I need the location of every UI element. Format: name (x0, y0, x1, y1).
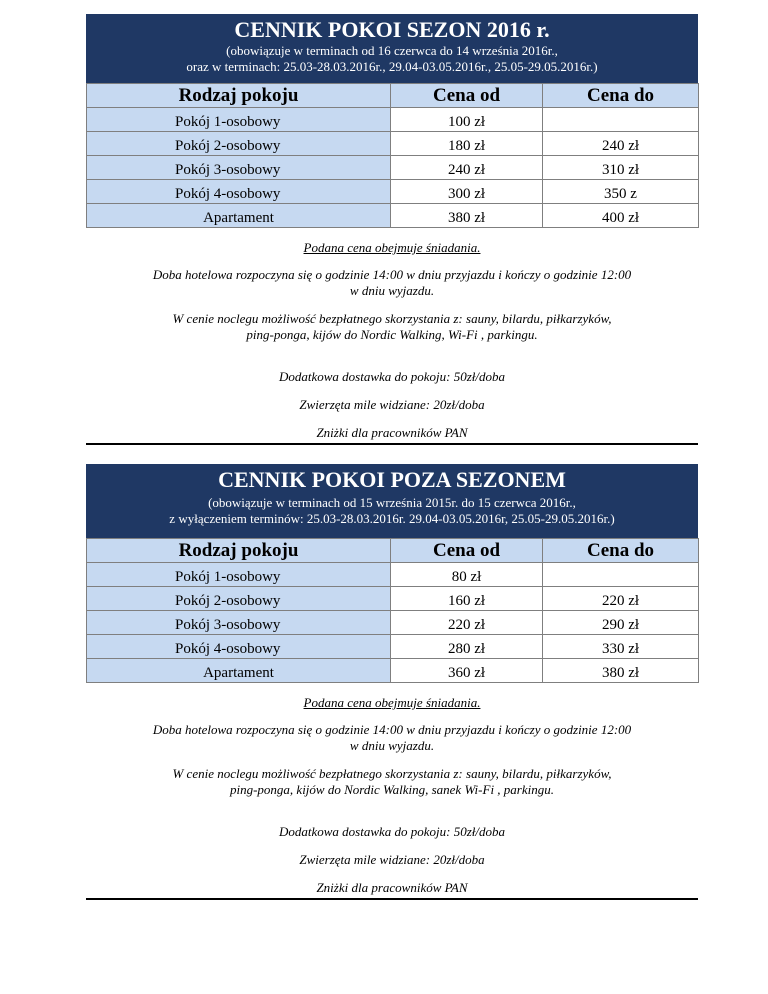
breakfast-note: Podana cena obejmuje śniadania. (303, 240, 481, 255)
table-row (87, 659, 699, 683)
room-type-cell: Pokój 2-osobowy (87, 132, 391, 156)
price-from-cell: 300 zł (391, 180, 543, 204)
price-to-cell: 290 zł (543, 611, 699, 635)
off-season-section (86, 464, 698, 900)
price-from-cell: 240 zł (391, 156, 543, 180)
room-type-cell: Apartament (87, 204, 391, 228)
season-section (86, 14, 698, 445)
table-row (87, 204, 699, 228)
room-type-cell: Pokój 3-osobowy (87, 156, 391, 180)
table-row (87, 563, 699, 587)
pets-note: Zwierzęta mile widziane: 20zł/doba (299, 852, 485, 867)
price-from-cell: 180 zł (391, 132, 543, 156)
room-type-cell: Pokój 2-osobowy (87, 587, 391, 611)
discount-note: Zniżki dla pracowników PAN (316, 425, 468, 440)
off-season-subtitle-line1: (obowiązuje w terminach od 15 września 2015r. do 15 czerwca 2016r., (208, 495, 576, 510)
amenities-note-line1: W cenie noclegu możliwość bezpłatnego skorzystania z: sauny, bilardu, piłkarzyków, (172, 766, 612, 781)
price-from-cell: 80 zł (391, 563, 543, 587)
price-from-cell: 100 zł (391, 108, 543, 132)
breakfast-note: Podana cena obejmuje śniadania. (303, 695, 481, 710)
section-divider (86, 898, 698, 900)
checkin-note-line1: Doba hotelowa rozpoczyna się o godzinie 14:00 w dniu przyjazdu i kończy o godzinie 12:00 (152, 267, 632, 282)
amenities-note-line1: W cenie noclegu możliwość bezpłatnego skorzystania z: sauny, bilardu, piłkarzyków, (172, 311, 612, 326)
price-from-cell: 160 zł (391, 587, 543, 611)
room-type-cell: Pokój 3-osobowy (87, 611, 391, 635)
off-season-notes (86, 695, 698, 896)
table-row (87, 587, 699, 611)
header-price-to: Cena do (543, 539, 699, 563)
season-subtitle-line1: (obowiązuje w terminach od 16 czerwca do 14 września 2016r., (226, 43, 558, 58)
room-type-cell: Apartament (87, 659, 391, 683)
price-from-cell: 280 zł (391, 635, 543, 659)
section-divider (86, 443, 698, 445)
table-row (87, 611, 699, 635)
table-row (87, 180, 699, 204)
pets-note: Zwierzęta mile widziane: 20zł/doba (299, 397, 485, 412)
room-type-cell: Pokój 1-osobowy (87, 108, 391, 132)
price-to-cell: 350 z (543, 180, 699, 204)
off-season-title: CENNIK POKOI POZA SEZONEM (218, 467, 566, 492)
header-room-type: Rodzaj pokoju (87, 84, 391, 108)
checkin-note-line1: Doba hotelowa rozpoczyna się o godzinie 14:00 w dniu przyjazdu i kończy o godzinie 12:00 (152, 722, 632, 737)
header-price-from: Cena od (391, 84, 543, 108)
table-row (87, 108, 699, 132)
season-subtitle-line2: oraz w terminach: 25.03-28.03.2016r., 29.04-03.05.2016r., 25.05-29.05.2016r.) (186, 59, 598, 74)
price-from-cell: 360 zł (391, 659, 543, 683)
header-price-from: Cena od (391, 539, 543, 563)
season-banner (86, 14, 698, 83)
price-to-cell: 380 zł (543, 659, 699, 683)
amenities-note-line2: ping-ponga, kijów do Nordic Walking, sanek Wi-Fi , parkingu. (229, 782, 554, 797)
price-to-cell: 220 zł (543, 587, 699, 611)
season-notes (86, 240, 698, 441)
table-row (87, 132, 699, 156)
price-to-cell: 310 zł (543, 156, 699, 180)
off-season-price-table (86, 538, 699, 683)
header-room-type: Rodzaj pokoju (87, 539, 391, 563)
price-to-cell (543, 563, 699, 587)
extra-bed-note: Dodatkowa dostawka do pokoju: 50zł/doba (278, 369, 506, 384)
checkin-note-line2: w dniu wyjazdu. (349, 283, 435, 298)
discount-note: Zniżki dla pracowników PAN (316, 880, 468, 895)
season-price-table (86, 83, 699, 228)
table-row (87, 635, 699, 659)
season-title: CENNIK POKOI SEZON 2016 r. (234, 17, 550, 42)
off-season-banner (86, 464, 698, 538)
amenities-note-line2: ping-ponga, kijów do Nordic Walking, Wi-Fi , parkingu. (246, 327, 538, 342)
room-type-cell: Pokój 4-osobowy (87, 180, 391, 204)
room-type-cell: Pokój 4-osobowy (87, 635, 391, 659)
price-to-cell: 240 zł (543, 132, 699, 156)
price-from-cell: 380 zł (391, 204, 543, 228)
table-header-row (87, 84, 699, 108)
price-from-cell: 220 zł (391, 611, 543, 635)
table-row (87, 156, 699, 180)
off-season-subtitle-line2: z wyłączeniem terminów: 25.03-28.03.2016r. 29.04-03.05.2016r, 25.05-29.05.2016r.) (169, 511, 615, 526)
room-type-cell: Pokój 1-osobowy (87, 563, 391, 587)
table-header-row (87, 539, 699, 563)
header-price-to: Cena do (543, 84, 699, 108)
checkin-note-line2: w dniu wyjazdu. (349, 738, 435, 753)
extra-bed-note: Dodatkowa dostawka do pokoju: 50zł/doba (278, 824, 506, 839)
price-to-cell: 330 zł (543, 635, 699, 659)
price-to-cell (543, 108, 699, 132)
price-to-cell: 400 zł (543, 204, 699, 228)
